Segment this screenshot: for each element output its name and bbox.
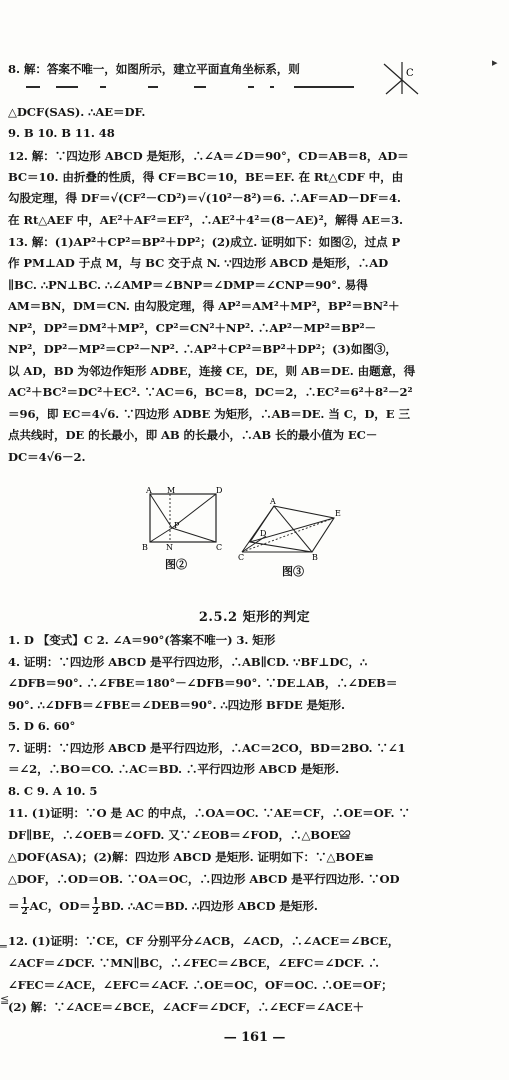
text-line: 在 Rt△AEF 中，AE²＋AF²＝EF²，∴AE²＋4²＝(8－AE)²，解得 AE＝3.	[8, 213, 403, 227]
fraction-line	[8, 895, 490, 917]
text-line: 13. 解：(1)AP²＋CP²＝BP²＋DP²；(2)成立. 证明如下：如图②，过点 P	[8, 235, 401, 249]
text-line: 勾股定理，得 DF＝√(CF²－CD²)＝√(10²－8²)＝6. ∴AF＝AD－DF＝4.	[8, 191, 401, 205]
section-title: 2.5.2 矩形的判定	[198, 610, 311, 625]
text-line: 点共线时，DE 的长最小，即 AB 的长最小，∴AB 长的最小值为 EC－	[8, 428, 378, 442]
vertex-label: A	[146, 486, 152, 495]
text-line: 1. D 【变式】C 2. ∠A＝90°(答案不唯一) 3. 矩形	[8, 633, 276, 647]
vertex-label: C	[216, 543, 223, 552]
margin-mark: ═	[0, 940, 7, 953]
text-line: 9. B 10. B 11. 48	[8, 126, 115, 140]
figure-3-caption: 图③	[282, 565, 304, 578]
text-line: NP²，DP²＝DM²＋MP²，CP²＝CN²＋NP². ∴AP²－MP²＝BP²－	[8, 321, 376, 335]
text-line: 8. 解：答案不唯一，如图所示，建立平面直角坐标系，则	[8, 62, 300, 76]
text-line: 7. 证明：∵四边形 ABCD 是平行四边形，∴AC＝2CO，BD＝2BO. ∵∠1	[8, 741, 406, 755]
vertex-label: C	[238, 553, 245, 560]
text-line: DC＝4√6－2.	[8, 450, 86, 464]
vertex-label: M	[167, 486, 176, 495]
vertex-label: E	[335, 509, 341, 518]
text-line: △DOF(ASA)；(2)解：四边形 ABCD 是矩形. 证明如下：∵△BOE≌	[8, 850, 374, 864]
fraction-line-mid: AC，OD＝	[29, 899, 91, 913]
vertex-label: D	[260, 529, 267, 538]
text-line: AM＝BN，DM＝CN. 由勾股定理，得 AP²＝AM²＋MP²，BP²＝BN²＋	[8, 299, 400, 313]
top-right-figure	[378, 58, 426, 98]
vertex-label: N	[166, 543, 173, 552]
figure-2-caption: 图②	[165, 558, 187, 571]
figure-label: C	[406, 68, 414, 79]
text-line: △DOF，∴OD＝OB. ∵OA＝OC，∴四边形 ABCD 是平行四边形. ∵OD	[8, 872, 400, 886]
vertex-label: A	[270, 497, 276, 506]
text-line: ∠FEC＝∠ACE，∠EFC＝∠ACF. ∴OE＝OC，OF＝OC. ∴OE＝OF；	[8, 978, 393, 992]
text-line: NP²，DP²－MP²＝CP²－NP². ∴AP²＋CP²＝BP²＋DP²；(3)如图③，	[8, 342, 397, 356]
text-line: 11. (1)证明：∵O 是 AC 的中点，∴OA＝OC. ∵AE＝CF，∴OE＝OF. ∵	[8, 806, 410, 820]
vertex-label: P	[174, 521, 180, 530]
text-line: △DCF(SAS). ∴AE＝DF.	[8, 105, 146, 119]
text-line: 4. 证明：∵四边形 ABCD 是平行四边形，∴AB∥CD. ∵BF⊥DC，∴	[8, 655, 368, 669]
vertex-label: D	[216, 486, 223, 495]
fraction-half: $\frac{1}{2}$	[21, 896, 28, 917]
text-line: ∥BC. ∴PN⊥BC. ∴∠AMP＝∠BNP＝∠DMP＝∠CNP＝90°. 易得	[8, 278, 368, 292]
text-line: AC²＋BC²＝DC²＋EC². ∵AC＝6，BC＝8，DC＝2，∴EC²＝6²＋8²－2²	[8, 385, 413, 399]
text-line: ＝96，即 EC＝4√6. ∵四边形 ADBE 为矩形，∴AB＝DE. 当 C，D，E 三	[8, 407, 410, 421]
figure-2	[140, 486, 226, 554]
vertex-label: B	[312, 553, 318, 560]
text-line: (2) 解：∵∠ACE＝∠BCE，∠ACF＝∠DCF，∴∠ECF＝∠ACE＋	[8, 1000, 364, 1014]
margin-mark: ≦	[0, 993, 10, 1006]
vertex-label: B	[142, 543, 148, 552]
figure-3	[236, 496, 346, 560]
page-number: — 161 —	[223, 1030, 286, 1045]
cropped-text-strip	[8, 86, 368, 94]
text-line: 12. 解：∵四边形 ABCD 是矩形，∴∠A＝∠D＝90°，CD＝AB＝8，AD＝	[8, 149, 409, 163]
text-line: 8. C 9. A 10. 5	[8, 784, 98, 798]
text-line: ∠DFB＝90°. ∴∠FBE＝180°－∠DFB＝90°. ∵DE⊥AB，∴∠DEB＝	[8, 676, 398, 690]
text-line: 以 AD，BD 为邻边作矩形 ADBE，连接 CE，DE，则 AB＝DE. 由题意，得	[8, 364, 416, 378]
text-line: 90°. ∴∠DFB＝∠FBE＝∠DEB＝90°. ∴四边形 BFDE 是矩形.	[8, 698, 345, 712]
text-line: 5. D 6. 60°	[8, 719, 76, 733]
text-line: ＝∠2，∴BO＝CO. ∴AC＝BD. ∴平行四边形 ABCD 是矩形.	[8, 762, 340, 776]
text-line: DF∥BE，∴∠OEB＝∠OFD. 又∵∠EOB＝∠FOD，∴△BOE≌	[8, 828, 351, 842]
text-line: ∠ACF＝∠DCF. ∵MN∥BC，∴∠FEC＝∠BCE，∠EFC＝∠DCF. ∴	[8, 956, 380, 970]
text-line: BC＝10. 由折叠的性质，得 CF＝BC＝10，BE＝EF. 在 Rt△CDF 中，由	[8, 170, 404, 184]
equals-sign: ＝	[8, 899, 20, 913]
text-line: 作 PM⊥AD 于点 M，与 BC 交于点 N. ∵四边形 ABCD 是矩形，∴AD	[8, 256, 389, 270]
fraction-line-tail: BD. ∴AC＝BD. ∴四边形 ABCD 是矩形.	[100, 899, 318, 913]
margin-mark: ▸	[492, 56, 498, 69]
text-line: 12. (1)证明：∵CE，CF 分别平分∠ACB，∠ACD，∴∠ACE＝∠BCE，	[8, 934, 400, 948]
fraction-half: $\frac{1}{2}$	[92, 896, 99, 917]
